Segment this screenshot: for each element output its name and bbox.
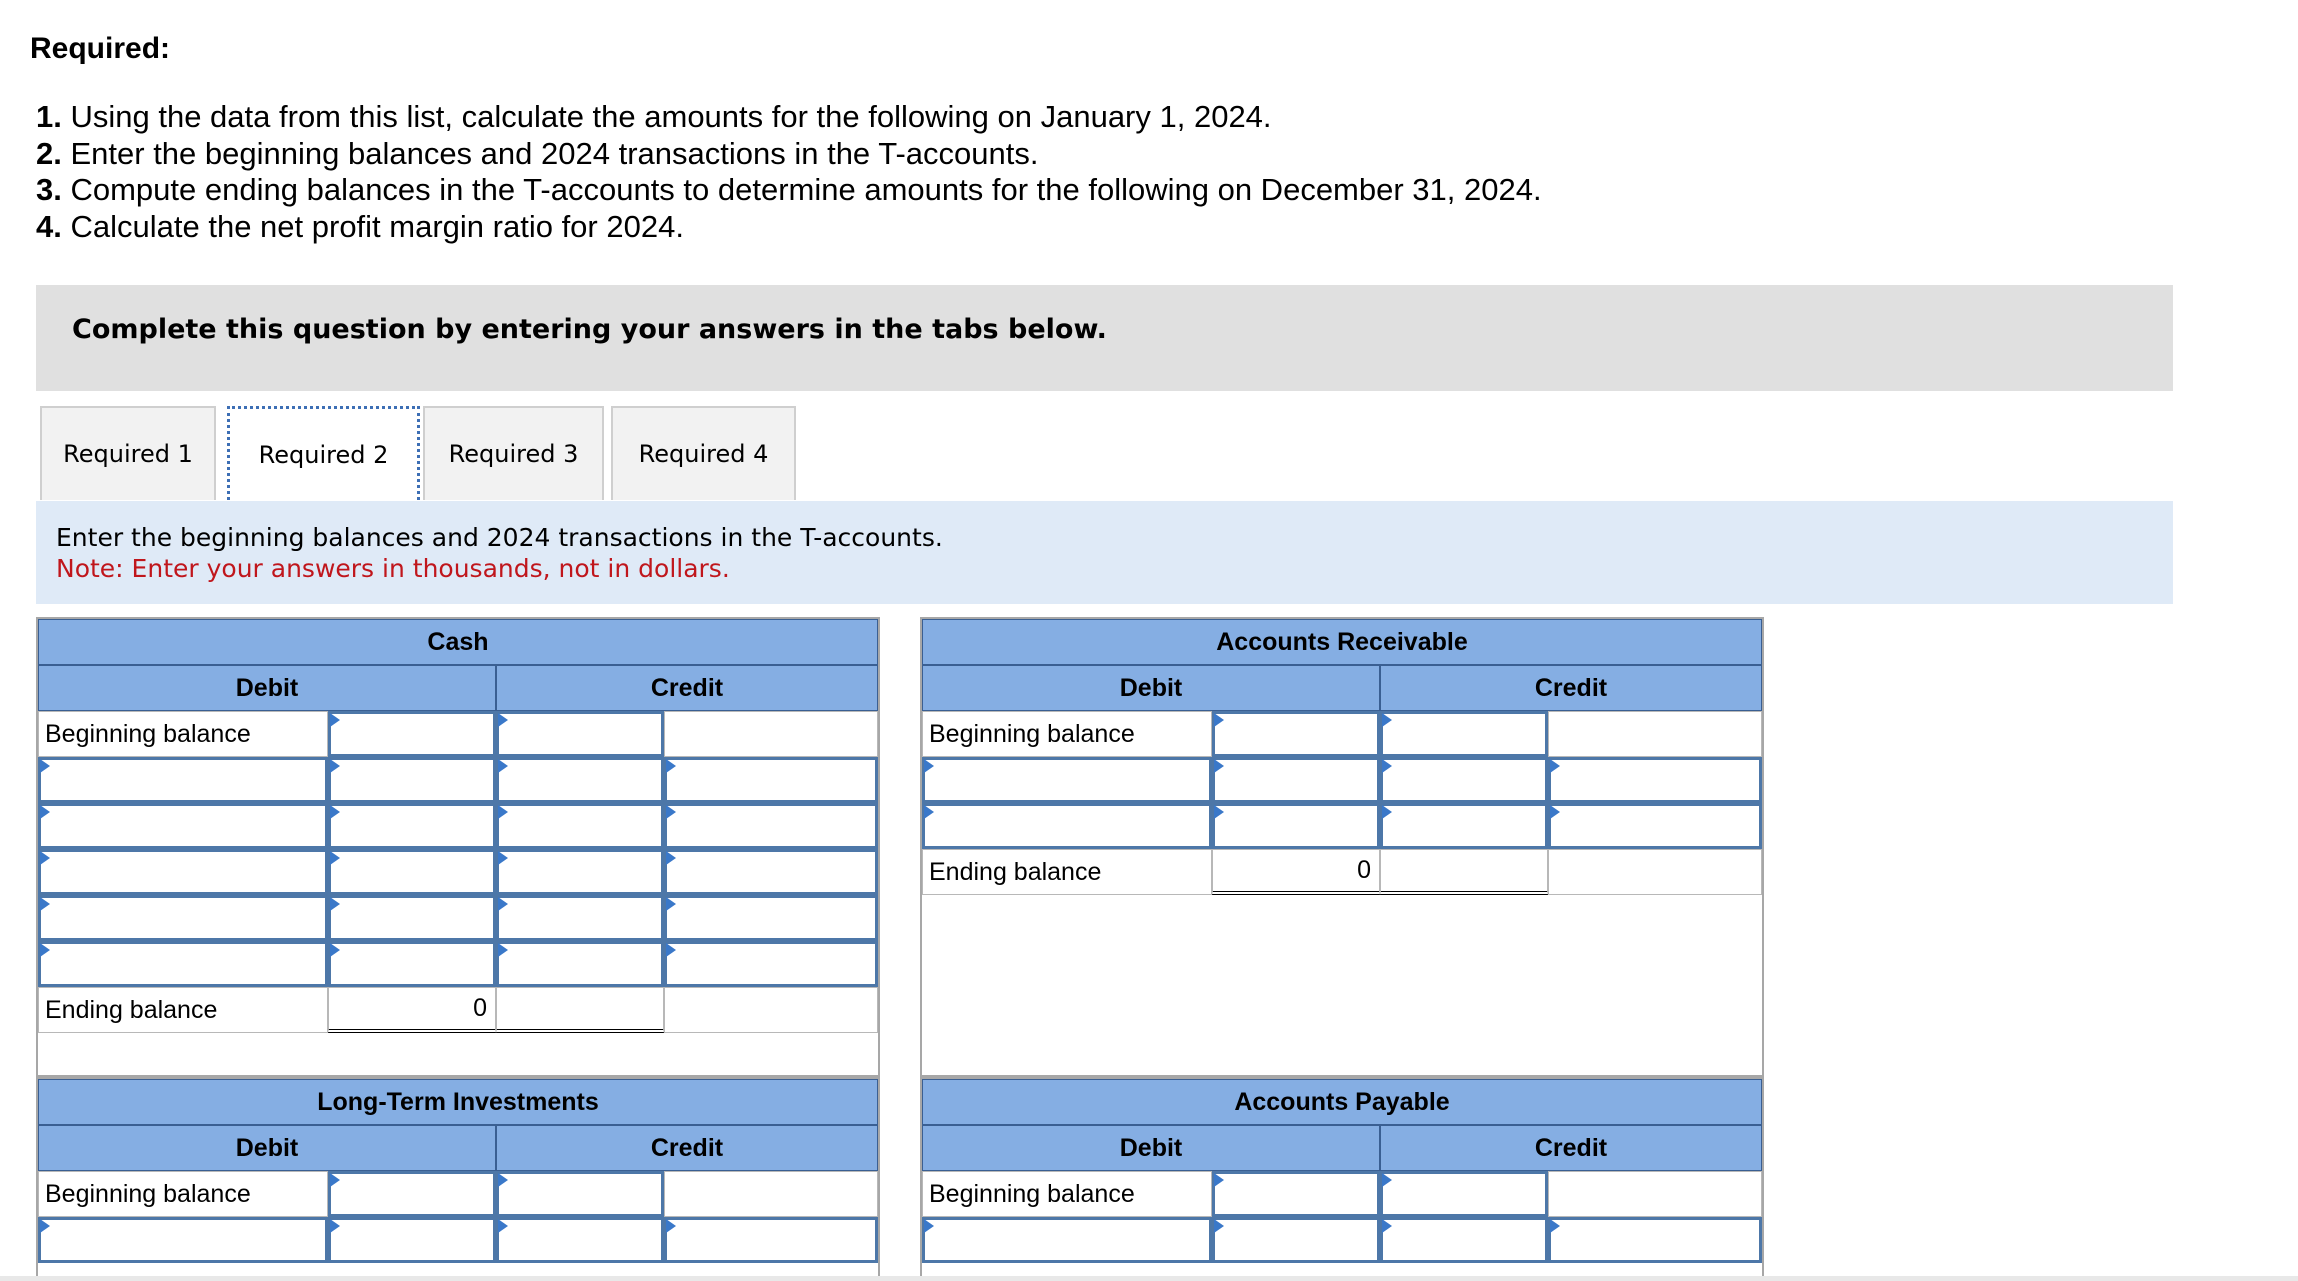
credit-label-input[interactable] — [496, 941, 664, 987]
debit-label-input[interactable] — [38, 849, 328, 895]
credit-amount-input[interactable] — [664, 757, 878, 803]
banner-text: Complete this question by entering your answers in the tabs below. — [72, 314, 1107, 345]
beginning-balance-label: Beginning balance — [38, 1171, 328, 1217]
credit-amount-cell — [664, 1171, 878, 1217]
debit-header: Debit — [922, 1125, 1380, 1171]
required-steps — [36, 99, 1542, 245]
taccount-cash — [36, 617, 880, 1077]
credit-label-input[interactable] — [496, 1217, 664, 1263]
credit-amount-cell — [1548, 1171, 1762, 1217]
credit-amount-input[interactable] — [1548, 757, 1762, 803]
credit-label-input[interactable] — [1380, 803, 1548, 849]
step-text: Enter the beginning balances and 2024 transactions in the T-accounts. — [70, 135, 1039, 171]
debit-amount-input[interactable] — [328, 1171, 496, 1217]
debit-label-input[interactable] — [922, 757, 1212, 803]
debit-amount-input[interactable] — [328, 757, 496, 803]
debit-amount-input[interactable] — [1212, 1217, 1380, 1263]
credit-amount-cell — [1548, 711, 1762, 757]
credit-header: Credit — [496, 1125, 878, 1171]
credit-amount-input[interactable] — [1548, 1217, 1762, 1263]
credit-amount-input[interactable] — [664, 849, 878, 895]
credit-label-input[interactable] — [1380, 1171, 1548, 1217]
ending-balance-label: Ending balance — [38, 987, 328, 1033]
debit-header: Debit — [38, 1125, 496, 1171]
instructions-banner — [36, 285, 2173, 391]
taccount-accounts-receivable — [920, 617, 1764, 1077]
ending-balance-value: 0 — [328, 987, 496, 1033]
note-text: Note: Enter your answers in thousands, not in dollars. — [56, 554, 730, 583]
step-number: 4. — [36, 208, 62, 244]
taccount-title: Cash — [38, 619, 878, 665]
credit-label-input[interactable] — [496, 757, 664, 803]
step-4 — [36, 209, 1542, 246]
credit-header: Credit — [496, 665, 878, 711]
step-3 — [36, 172, 1542, 209]
credit-amount-cell — [664, 711, 878, 757]
tab-required-2[interactable]: Required 2 — [227, 406, 420, 500]
required-heading: Required: — [30, 32, 171, 65]
debit-label-input[interactable] — [38, 803, 328, 849]
credit-label-input[interactable] — [496, 849, 664, 895]
debit-label-input[interactable] — [922, 1217, 1212, 1263]
step-number: 1. — [36, 99, 62, 134]
credit-header: Credit — [1380, 1125, 1762, 1171]
taccount-title: Accounts Payable — [922, 1079, 1762, 1125]
credit-amount-input[interactable] — [664, 803, 878, 849]
ending-credit-cell — [1380, 849, 1548, 895]
credit-label-input[interactable] — [1380, 1217, 1548, 1263]
credit-label-input[interactable] — [496, 895, 664, 941]
beginning-balance-label: Beginning balance — [922, 711, 1212, 757]
tab-required-1[interactable]: Required 1 — [40, 406, 216, 500]
debit-label-input[interactable] — [38, 1217, 328, 1263]
ending-empty-cell — [1548, 849, 1762, 895]
step-text: Calculate the net profit margin ratio for 2024. — [70, 208, 684, 244]
credit-label-input[interactable] — [496, 711, 664, 757]
step-text: Compute ending balances in the T-accounts to determine amounts for the following on December 31, 2024. — [70, 172, 1542, 207]
beginning-balance-label: Beginning balance — [38, 711, 328, 757]
credit-label-input[interactable] — [496, 803, 664, 849]
debit-label-input[interactable] — [38, 895, 328, 941]
debit-amount-input[interactable] — [328, 711, 496, 757]
debit-amount-input[interactable] — [1212, 711, 1380, 757]
ending-balance-label: Ending balance — [922, 849, 1212, 895]
debit-amount-input[interactable] — [1212, 803, 1380, 849]
taccount-accounts-payable — [920, 1077, 1764, 1281]
credit-amount-input[interactable] — [664, 1217, 878, 1263]
ending-balance-value: 0 — [1212, 849, 1380, 895]
tab-instructions — [36, 501, 2173, 604]
credit-amount-input[interactable] — [664, 941, 878, 987]
debit-header: Debit — [922, 665, 1380, 711]
beginning-balance-label: Beginning balance — [922, 1171, 1212, 1217]
taccount-long-term-investments — [36, 1077, 880, 1281]
credit-label-input[interactable] — [1380, 757, 1548, 803]
credit-amount-input[interactable] — [1548, 803, 1762, 849]
debit-amount-input[interactable] — [328, 941, 496, 987]
step-number: 3. — [36, 172, 62, 207]
step-1 — [36, 99, 1542, 136]
debit-label-input[interactable] — [38, 757, 328, 803]
credit-amount-input[interactable] — [664, 895, 878, 941]
tab-required-4[interactable]: Required 4 — [611, 406, 796, 500]
debit-amount-input[interactable] — [1212, 1171, 1380, 1217]
credit-header: Credit — [1380, 665, 1762, 711]
debit-amount-input[interactable] — [328, 803, 496, 849]
ending-empty-cell — [664, 987, 878, 1033]
taccount-title: Long-Term Investments — [38, 1079, 878, 1125]
debit-amount-input[interactable] — [1212, 757, 1380, 803]
tab-required-3[interactable]: Required 3 — [423, 406, 604, 500]
debit-amount-input[interactable] — [328, 849, 496, 895]
credit-label-input[interactable] — [1380, 711, 1548, 757]
debit-amount-input[interactable] — [328, 895, 496, 941]
debit-label-input[interactable] — [38, 941, 328, 987]
debit-label-input[interactable] — [922, 803, 1212, 849]
credit-label-input[interactable] — [496, 1171, 664, 1217]
debit-amount-input[interactable] — [328, 1217, 496, 1263]
step-text: Using the data from this list, calculate the amounts for the following on January 1, 2024. — [70, 99, 1272, 134]
instruction-text: Enter the beginning balances and 2024 transactions in the T-accounts. — [56, 523, 943, 552]
ending-credit-cell — [496, 987, 664, 1033]
taccount-title: Accounts Receivable — [922, 619, 1762, 665]
page-bottom-divider — [0, 1276, 2298, 1281]
debit-header: Debit — [38, 665, 496, 711]
step-2 — [36, 136, 1542, 173]
step-number: 2. — [36, 135, 62, 171]
